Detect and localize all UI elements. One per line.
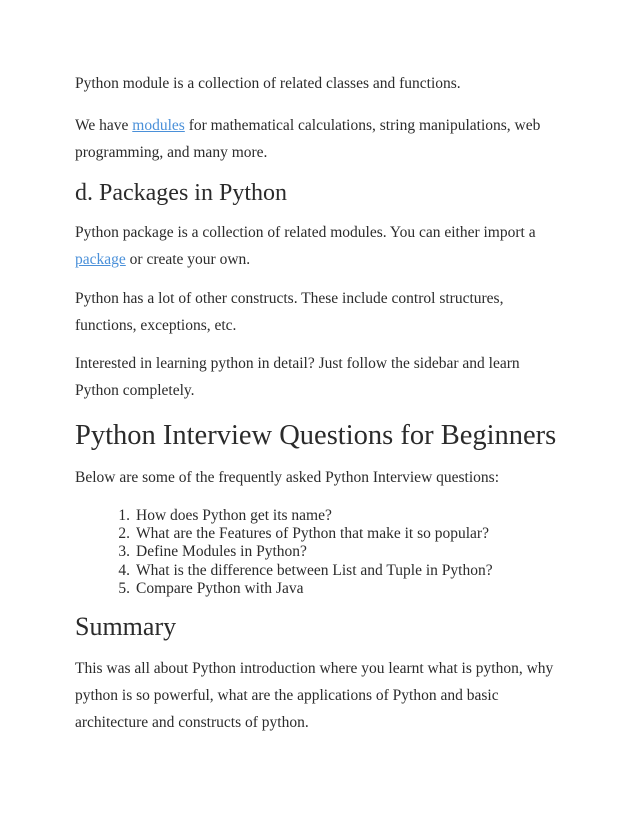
paragraph-we-have-after: for mathematical calculations, string manipulations, web (184, 117, 541, 134)
list-item (108, 543, 493, 561)
paragraph-constructs-line2: functions, exceptions, etc. (75, 317, 237, 334)
list-item (108, 507, 493, 525)
list-item-text: What are the Features of Python that make it so popular? (136, 525, 489, 543)
list-item-number: 1. (118, 507, 130, 524)
paragraph-constructs-line1: Python has a lot of other constructs. These include control structures, (75, 290, 504, 307)
paragraph-below-text: Below are some of the frequently asked Python Interview questions: (75, 469, 499, 486)
paragraph-interested-line2: Python completely. (75, 382, 195, 399)
paragraph-interested (75, 350, 565, 404)
paragraph-interested-line1: Interested in learning python in detail? Just follow the sidebar and learn (75, 355, 520, 372)
paragraph-modules (75, 70, 565, 97)
list-item-number: 3. (118, 543, 130, 561)
paragraph-summary (75, 655, 565, 736)
paragraph-constructs (75, 285, 565, 339)
list-item-text: How does Python get its name? (136, 507, 332, 524)
paragraph-summary-line3: architecture and constructs of python. (75, 714, 309, 731)
paragraph-summary-line1: This was all about Python introduction where you learnt what is python, why (75, 660, 554, 677)
paragraph-we-have-line2: programming, and many more. (75, 144, 268, 161)
paragraph-package (75, 219, 565, 273)
paragraph-modules-text: Python module is a collection of related classes and functions. (75, 75, 461, 92)
heading-summary: Summary (75, 612, 177, 641)
paragraph-package-line1: Python package is a collection of related modules. You can either import a (75, 224, 536, 241)
list-item (108, 580, 493, 598)
paragraph-we-have (75, 112, 565, 166)
list-item-text: What is the difference between List and Tuple in Python? (136, 561, 493, 579)
heading-interview-questions: Python Interview Questions for Beginners (75, 420, 557, 451)
paragraph-package-after: or create your own. (125, 251, 251, 268)
list-item-number: 4. (118, 561, 130, 579)
paragraph-we-have-before: We have (75, 117, 133, 134)
paragraph-below (75, 464, 565, 491)
heading-packages: d. Packages in Python (75, 180, 287, 206)
list-item (108, 562, 493, 580)
modules-link[interactable]: modules (132, 117, 185, 134)
list-item (108, 525, 493, 543)
list-item-text: Define Modules in Python? (136, 543, 307, 561)
paragraph-summary-line2: python is so powerful, what are the applications of Python and basic (75, 687, 499, 704)
interview-questions-list (108, 507, 493, 598)
list-item-text: Compare Python with Java (136, 579, 304, 597)
package-link[interactable]: package (75, 251, 126, 268)
list-item-number: 2. (118, 525, 130, 543)
list-item-number: 5. (118, 579, 130, 597)
